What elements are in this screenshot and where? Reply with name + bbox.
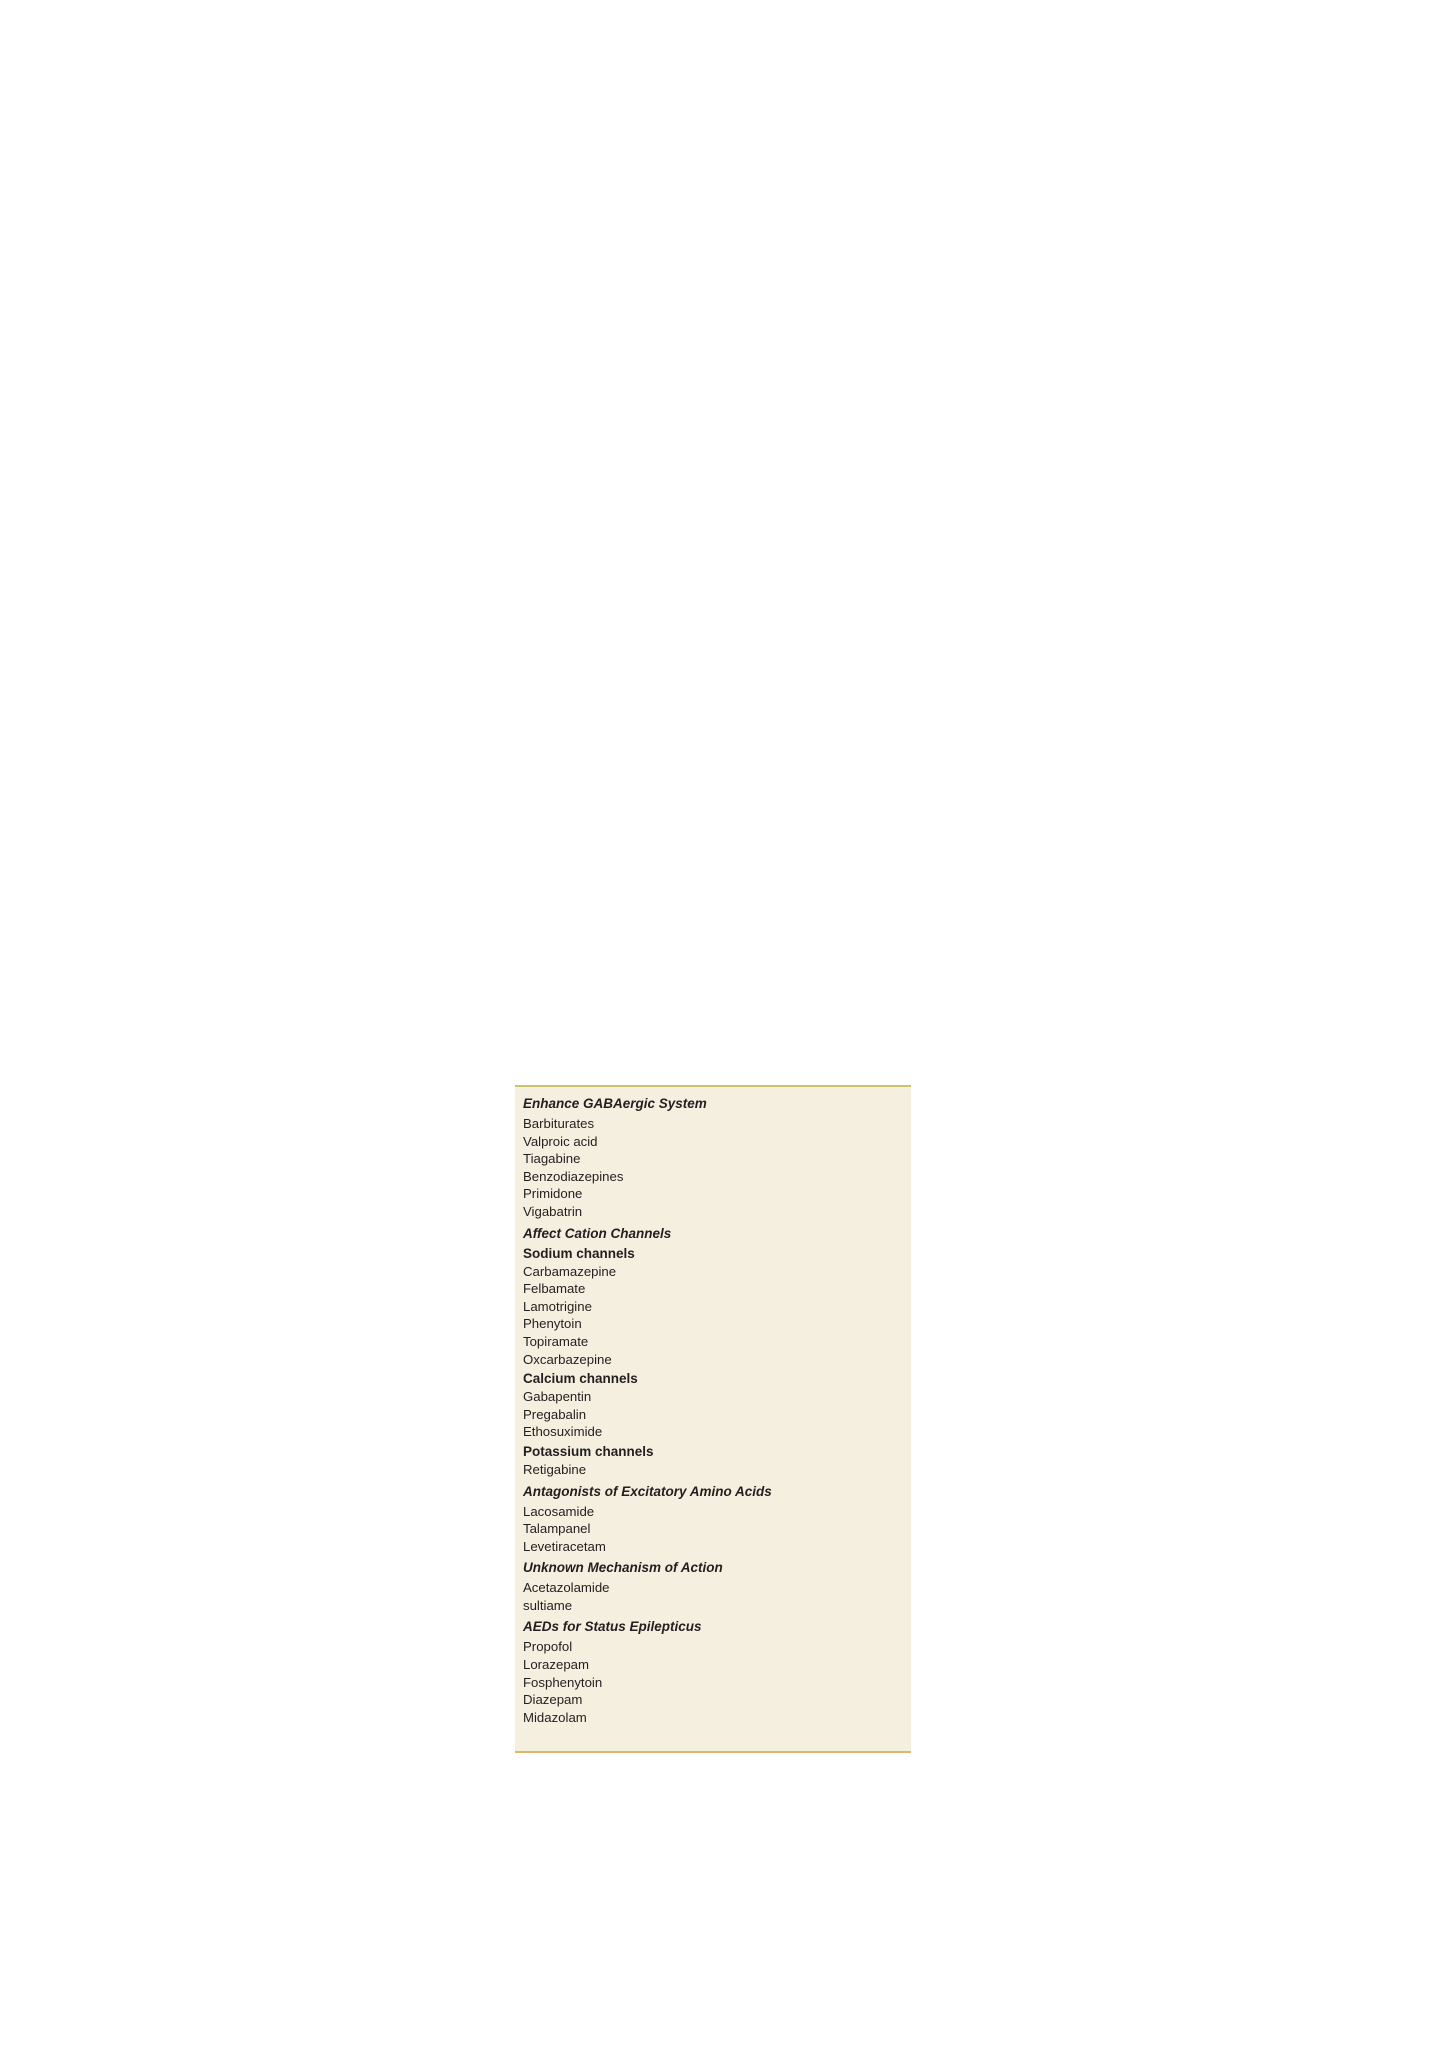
list-item: Topiramate	[523, 1333, 589, 1349]
list-item: Fosphenytoin	[523, 1674, 603, 1690]
subsection-heading: Potassium channels	[523, 1443, 654, 1459]
section-heading: Unknown Mechanism of Action	[523, 1560, 723, 1576]
list-item: Primidone	[523, 1186, 583, 1202]
list-item: Ethosuximide	[523, 1424, 603, 1440]
section-unknown-mechanism	[523, 1559, 911, 1614]
list-item: Midazolam	[523, 1709, 587, 1725]
list-item: Retigabine	[523, 1461, 587, 1477]
list-item: Lacosamide	[523, 1503, 595, 1519]
list-item: Barbiturates	[523, 1116, 595, 1131]
subsection-heading: Sodium channels	[523, 1245, 635, 1261]
list-item: Acetazolamide	[523, 1580, 610, 1596]
list-item: Lamotrigine	[523, 1298, 592, 1314]
list-item: Tiagabine	[523, 1151, 581, 1167]
section-heading: Affect Cation Channels	[523, 1225, 672, 1241]
aed-classification-table	[515, 1085, 911, 1753]
section-heading: Antagonists of Excitatory Amino Acids	[523, 1483, 772, 1499]
section-gabaergic	[523, 1095, 911, 1221]
section-excitatory-antagonists	[523, 1483, 911, 1556]
list-item: Pregabalin	[523, 1406, 587, 1422]
list-item: Diazepam	[523, 1692, 583, 1708]
list-item: Phenytoin	[523, 1316, 582, 1332]
section-cation-channels	[523, 1225, 911, 1479]
subsection-heading: Calcium channels	[523, 1371, 638, 1387]
list-item: Valproic acid	[523, 1133, 598, 1149]
list-item: Oxcarbazepine	[523, 1351, 612, 1367]
list-item: Vigabatrin	[523, 1203, 583, 1219]
list-item: Gabapentin	[523, 1389, 592, 1405]
list-item: Levetiracetam	[523, 1538, 606, 1554]
list-item: sultiame	[523, 1597, 573, 1613]
list-item: Lorazepam	[523, 1657, 589, 1673]
section-heading: AEDs for Status Epilepticus	[523, 1619, 702, 1635]
section-status-epilepticus	[523, 1618, 911, 1726]
list-item: Felbamate	[523, 1281, 586, 1297]
list-item: Carbamazepine	[523, 1263, 617, 1279]
list-item: Benzodiazepines	[523, 1168, 624, 1184]
section-heading: Enhance GABAergic System	[523, 1096, 707, 1111]
list-item: Talampanel	[523, 1521, 591, 1537]
list-item: Propofol	[523, 1639, 573, 1655]
